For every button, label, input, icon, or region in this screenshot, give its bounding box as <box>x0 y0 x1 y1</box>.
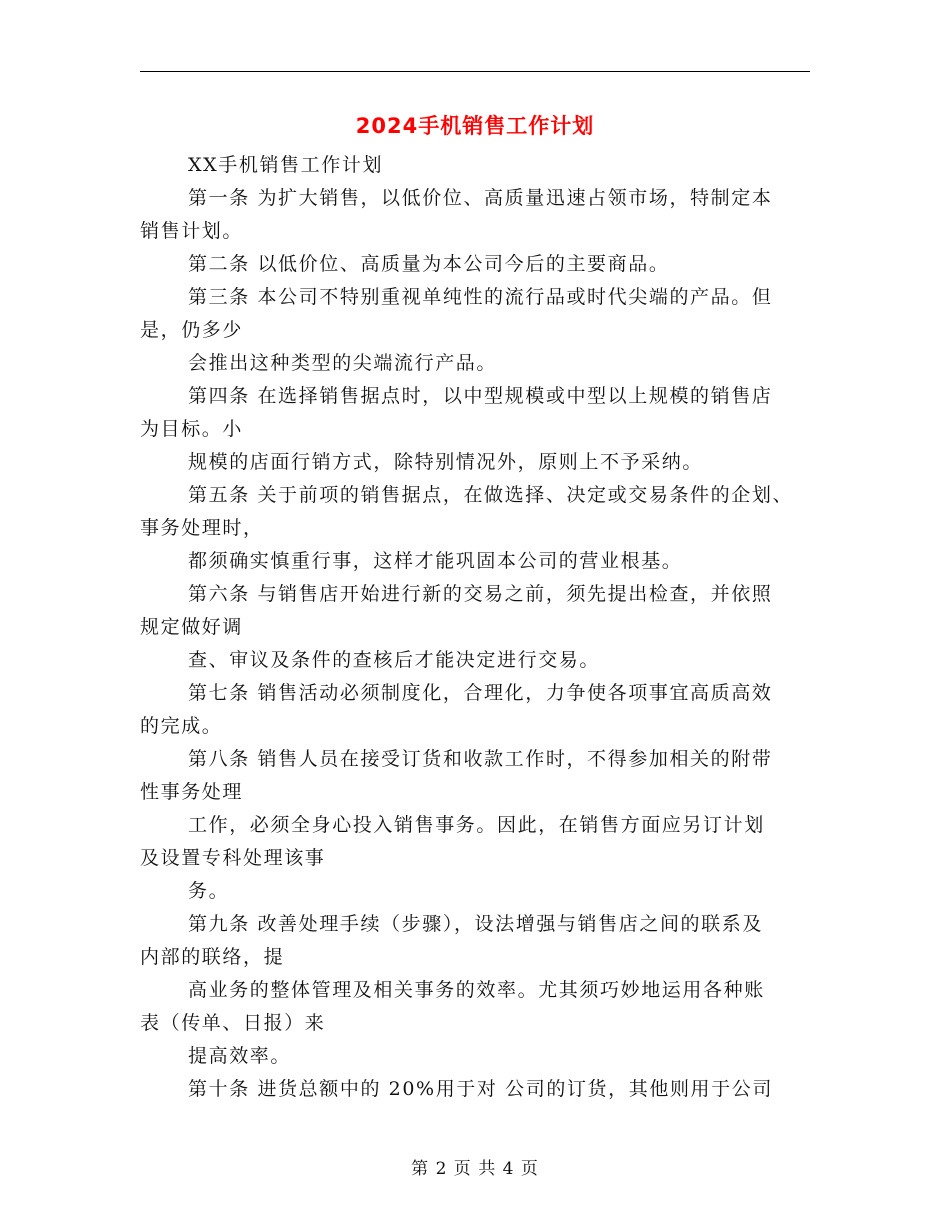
body-line: 第一条 为扩大销售，以低价位、高质量迅速占领市场，特制定本 <box>188 187 773 209</box>
body-line: 为目标。小 <box>140 418 244 440</box>
body-line: 第十条 进货总额中的 20%用于对 公司的订货，其他则用于公司 <box>188 1078 773 1100</box>
body-line: 及设置专科处理该事 <box>140 847 326 869</box>
body-line: 查、审议及条件的查核后才能决定进行交易。 <box>188 649 601 671</box>
body-line: XX手机销售工作计划 <box>188 154 384 176</box>
body-line: 内部的联络，提 <box>140 946 285 968</box>
body-line: 销售计划。 <box>140 220 244 242</box>
body-line: 高业务的整体管理及相关事务的效率。尤其须巧妙地运用各种账 <box>188 979 765 1001</box>
body-line: 性事务处理 <box>140 781 244 803</box>
body-line: 第二条 以低价位、高质量为本公司今后的主要商品。 <box>188 253 670 275</box>
header-rule <box>140 71 810 72</box>
page-number-footer: 第 2 页 共 4 页 <box>411 1159 539 1179</box>
body-line: 务。 <box>188 880 230 902</box>
body-line: 规模的店面行销方式，除特别情况外，原则上不予采纳。 <box>188 451 704 473</box>
body-line: 都须确实慎重行事，这样才能巩固本公司的营业根基。 <box>188 550 683 572</box>
body-line: 是，仍多少 <box>140 319 244 341</box>
body-line: 表（传单、日报）来 <box>140 1012 326 1034</box>
body-line: 第八条 销售人员在接受订货和收款工作时，不得参加相关的附带 <box>188 748 773 770</box>
body-line: 会推出这种类型的尖端流行产品。 <box>188 352 498 374</box>
body-line: 规定做好调 <box>140 616 244 638</box>
body-line: 事务处理时， <box>140 517 264 539</box>
body-line: 第四条 在选择销售据点时，以中型规模或中型以上规模的销售店 <box>188 385 773 407</box>
body-line: 提高效率。 <box>188 1045 292 1067</box>
body-line: 第六条 与销售店开始进行新的交易之前，须先提出检查，并依照 <box>188 583 773 605</box>
body-line: 第三条 本公司不特别重视单纯性的流行品或时代尖端的产品。但 <box>188 286 773 308</box>
document-title: 2024手机销售工作计划 <box>355 114 595 138</box>
body-line: 第七条 销售活动必须制度化，合理化，力争使各项事宜高质高效 <box>188 682 773 704</box>
body-line: 工作，必须全身心投入销售事务。因此，在销售方面应另订计划 <box>188 814 765 836</box>
body-line: 第五条 关于前项的销售据点，在做选择、决定或交易条件的企划、 <box>188 484 794 506</box>
body-line: 第九条 改善处理手续（步骤），设法增强与销售店之间的联系及 <box>188 913 763 935</box>
body-line: 的完成。 <box>140 715 223 737</box>
